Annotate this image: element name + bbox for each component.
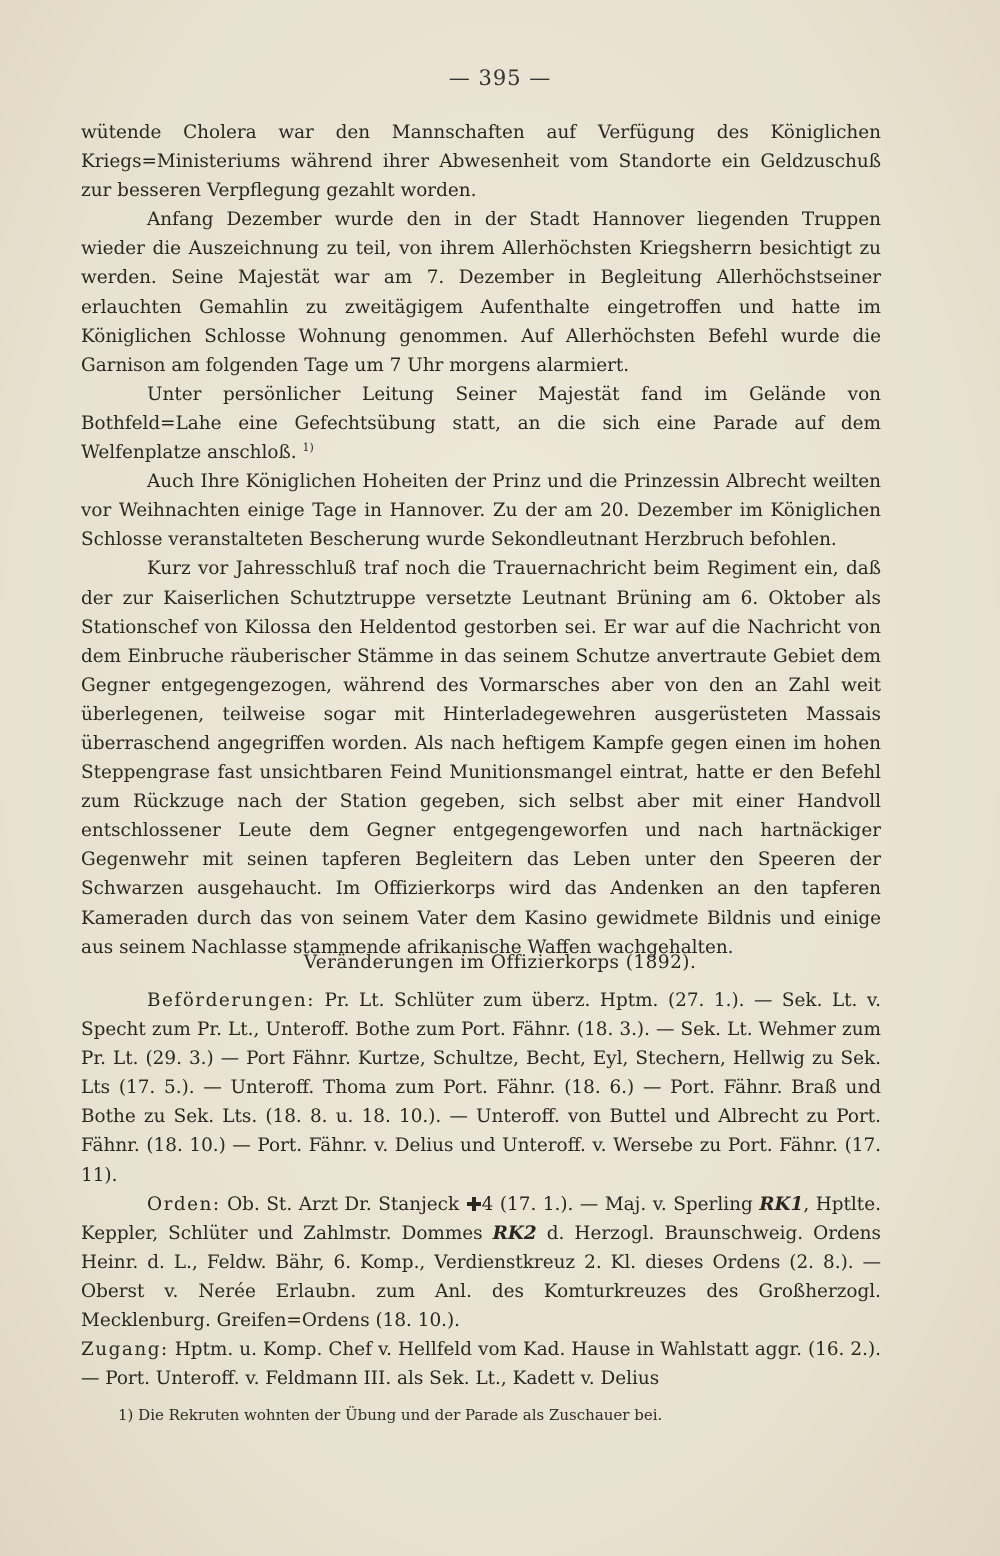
befoerderungen-text: Pr. Lt. Schlüter zum überz. Hptm. (27. 1.). — Sek. Lt. v. Specht zum Pr. Lt., Unteroff. Bothe zum Port. Fähnr. (18. 3.). — Sek. Lt. Wehmer zum Pr. Lt. (29. 3.) — Port Fähnr. Kurtze, Schultze, Becht, Eyl, Stechern, Hellwig zu Sek. Lts (17. 5.). — Unteroff. Thoma zum Port. Fähnr. (18. 6.) — Port. Fähnr. Braß und Bothe zu Sek. Lts. (18. 8. u. 18. 10.). — Unteroff. von Buttel und Albrecht zu Port. Fähnr. (18. 10.) — Port. Fähnr. v. Delius und Unteroff. v. Wersebe zu Port. Fähnr. (17. 11). — [81, 990, 881, 1186]
paragraph-2: Anfang Dezember wurde den in der Stadt Hannover liegenden Truppen wieder die Auszeichnung zu teil, von ihrem Allerhöchsten Kriegsherrn besichtigt zu werden. Seine Majestät war am 7. Dezember in Begleitung Allerhöchstseiner erlauchten Gemahlin zu zweitägigem Aufenthalte eingetroffen und hatte im Königlichen Schlosse Wohnung genommen. Auf Allerhöchsten Befehl wurde die Garnison am folgenden Tage um 7 Uhr morgens alarmiert. — [81, 209, 881, 376]
order-cross-icon — [467, 1197, 481, 1211]
rk1-symbol: RK1 — [759, 1193, 804, 1215]
orden-text-1: Ob. St. Arzt Dr. Stanjeck — [227, 1193, 460, 1215]
rk2-symbol: RK2 — [492, 1222, 537, 1244]
order-cross-class: 4 — [481, 1193, 494, 1215]
main-text — [81, 118, 881, 962]
orden-text-4: d. Herzogl. Braunschweig. Ordens Heinr. d. L., Feldw. Bähr, 6. Komp., Verdienstkreuz 2. Kl. dieses Ordens (2. 8.). — Oberst v. Nerée Erlaubn. zum Anl. des Komturkreuzes des Großherzogl. Mecklenburg. Greifen=Ordens (18. 10.). — [81, 1222, 881, 1332]
paragraph-4: Auch Ihre Königlichen Hoheiten der Prinz und die Prinzessin Albrecht weilten vor Weihnachten einige Tage in Hannover. Zu der am 20. Dezember im Königlichen Schlosse veranstalteten Bescherung wurde Sekondleutnant Herzbruch befohlen. — [81, 471, 881, 551]
paragraph-3-text: Unter persönlicher Leitung Seiner Majestät fand im Gelände von Bothfeld=Lahe eine Gefechtsübung statt, an die sich eine Parade auf dem Welfenplatze anschloß. — [81, 383, 881, 464]
zugang-label: Zugang: — [81, 1339, 169, 1361]
page-number: — 395 — — [448, 66, 552, 90]
paragraph-1: wütende Cholera war den Mannschaften auf Verfügung des Königlichen Kriegs=Ministeriums während ihrer Abwesenheit vom Standorte ein Geldzuschuß zur besseren Verpflegung gezahlt worden. — [81, 122, 881, 202]
orden-text-2: (17. 1.). — Maj. v. Sperling — [499, 1193, 753, 1215]
footnote: 1) Die Rekruten wohnten der Übung und der Parade als Zuschauer bei. — [118, 1406, 663, 1424]
befoerderungen-entry — [81, 986, 881, 1190]
zugang-text: Hptm. u. Komp. Chef v. Hellfeld vom Kad. Hause in Wahlstatt aggr. (16. 2.). — Port. Unteroff. v. Feldmann III. als Sek. Lt., Kadett v. Delius — [81, 1339, 881, 1390]
befoerderungen-label: Beförderungen: — [147, 990, 315, 1011]
orden-entry — [81, 1190, 881, 1335]
orden-label: Orden: — [147, 1193, 221, 1215]
section-heading: Veränderungen im Offizierkorps (1892). — [303, 952, 697, 973]
orden-text-3: , Hptlte. Keppler, Schlüter und Zahlmstr. Dommes — [81, 1193, 881, 1244]
zugang-entry — [81, 1335, 881, 1393]
paragraph-3 — [81, 380, 881, 467]
paragraph-5: Kurz vor Jahresschluß traf noch die Trauernachricht beim Regiment ein, daß der zur Kaiserlichen Schutztruppe versetzte Leutnant Brüning am 6. Oktober als Stationschef von Kilossa den Heldentod gestorben sei. Er war auf die Nachricht von dem Einbruche räuberischer Stämme in das seinem Schutze anvertraute Gebiet dem Gegner entgegengezogen, während des Vormarsches aber von den an Zahl weit überlegenen, teilweise sogar mit Hinterladegewehren ausgerüsteten Massais überraschend angegriffen worden. Als nach heftigem Kampfe gegen einen im hohen Steppengrase fast unsichtbaren Feind Munitionsmangel eintrat, hatte er den Befehl zum Rückzuge nach der Station gegeben, sich selbst aber mit einer Handvoll entschlossener Leute dem Gegner entgegengeworfen und nach hartnäckiger Gegenwehr mit seinen tapferen Begleitern das Leben unter den Speeren der Schwarzen ausgehaucht. Im Offizierkorps wird das Andenken an den tapferen Kameraden durch das von seinem Vater dem Kasino gewidmete Bildnis und einige aus seinem Nachlasse stammende afrikanische Waffen wachgehalten. — [81, 558, 881, 958]
footnote-reference: 1) — [302, 440, 314, 454]
officer-changes — [81, 986, 881, 1393]
